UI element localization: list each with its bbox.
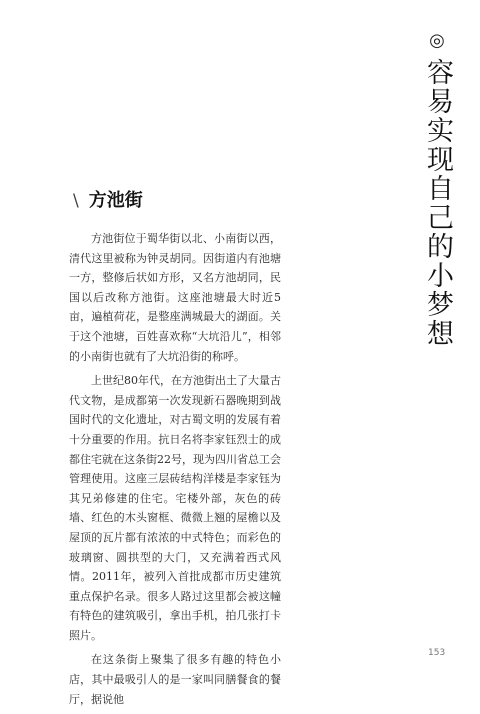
heading-slash-mark: \ [73, 191, 79, 211]
paragraph: 上世纪80年代，在方池街出土了大量古代文物，是成都第一次发现新石器晚期到战国时代的文化遗址，对古蜀文明的发展有着十分重要的作用。抗日名将李家钰烈士的成都住宅就在这条街22号，现为四川省总工会管理使用。这座三层砖结构洋楼是李家钰为其兄弟修建的住宅。宅楼外部，灰色的砖墙、红色的木头窗框、微微上翘的屋檐以及屋顶的瓦片都有浓浓的中式特色；而彩色的玻璃窗、圆拱型的大门，又充满着西式风情。2011年，被列入首批成都市历史建筑重点保护名录。很多人路过这里都会被这幢有特色的建筑吸引，拿出手机，拍几张打卡照片。 [69, 374, 281, 642]
section-title: 方池街 [88, 190, 143, 211]
paragraph: 方池街位于蜀华街以北、小南街以西，清代这里被称为钟灵胡同。因街道内有池塘一方，整修后状如方形，又名方池胡同，民国以后改称方池街。这座池塘最大时近5亩，遍植荷花，是整座满城最大的湖面。关于这个池塘，百姓喜欢称“大坑沿儿”，相邻的小南街也就有了大坑沿街的称呼。 [69, 232, 281, 363]
body-text [69, 229, 281, 714]
circle-mark-icon: ◎ [429, 30, 445, 51]
paragraph: 在这条街上聚集了很多有趣的特色小店，其中最吸引人的是一家叫同膳餐食的餐厅，据说他 [69, 653, 281, 706]
page-number: 153 [428, 648, 446, 658]
section-heading [73, 186, 143, 212]
chapter-title-vertical: 容易实现自己的小梦想 [422, 58, 453, 348]
chapter-side-title [419, 30, 455, 348]
